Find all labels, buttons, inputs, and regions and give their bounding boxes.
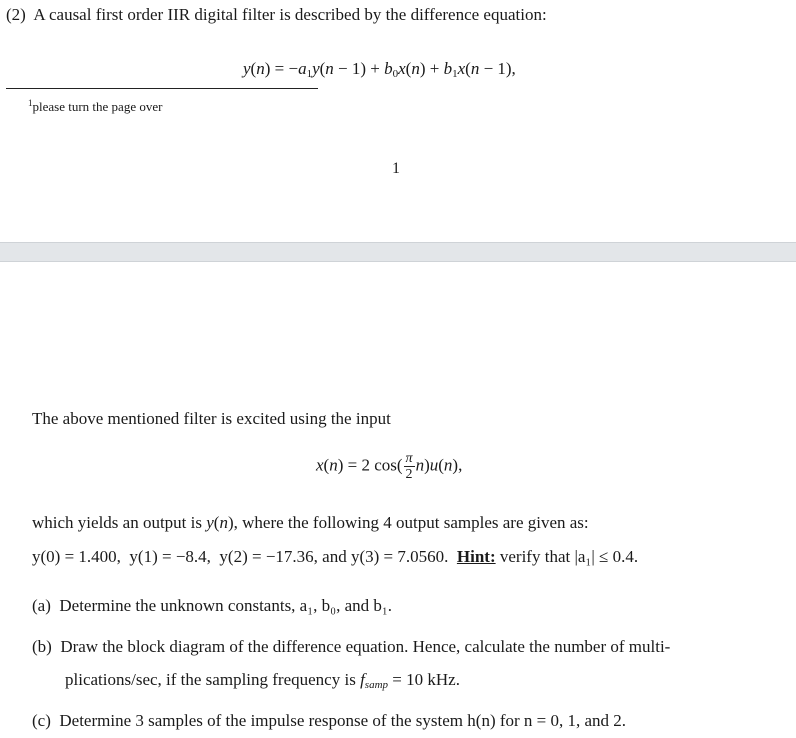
page-separator [0, 242, 796, 262]
footnote [28, 92, 162, 118]
sample-y1: y(1) = −8.4, [129, 547, 211, 566]
intro-text: The above mentioned filter is excited using the input [32, 409, 391, 428]
item-a-label: (a) [32, 596, 51, 615]
item-b-continued: plications/sec, if the sampling frequency is fsamp = 10 kHz. [65, 670, 460, 691]
output-text-post: , where the following 4 output samples are given as: [233, 513, 589, 532]
item-b-text-1: Draw the block diagram of the difference equation. Hence, calculate the number of multi- [60, 637, 671, 656]
pi-over-2-fraction: $\frac{\pi}{2}$ [405, 451, 413, 482]
difference-equation: $y(n) = -a_1y(n - 1) + b_0x(n) + b_1x(n - 1)$, [243, 59, 516, 80]
sample-y0: y(0) = 1.400, [32, 547, 121, 566]
samples-and: and [322, 547, 347, 566]
question-text: A causal first order IIR digital filter is described by the difference equation: [33, 5, 547, 24]
item-c [32, 710, 626, 732]
hint-label: Hint: [456, 547, 496, 566]
output-samples [32, 546, 638, 568]
item-b-text-2: plications/sec, if the sampling frequency is [65, 670, 356, 689]
item-b [32, 636, 670, 658]
page-top [0, 0, 796, 242]
output-description: which yields an output is y(n), where the following 4 output samples are given as: [32, 513, 589, 532]
sample-y3: y(3) = 7.0560. [350, 547, 449, 566]
item-a-text: Determine the unknown constants, a₁, b₀, and b₁. [59, 596, 393, 615]
footnote-mark: 1 [28, 98, 33, 108]
item-a [32, 595, 392, 617]
question-line [6, 4, 547, 26]
output-text-pre: which yields an output is [32, 513, 207, 532]
page-number: 1 [392, 160, 400, 177]
footnote-text: please turn the page over [32, 99, 163, 114]
sample-y2: y(2) = −17.36, [219, 547, 318, 566]
item-b-label: (b) [32, 637, 52, 656]
question-label: (2) [6, 5, 26, 24]
input-equation: x(n) = 2 cos( $\frac{\pi}{2}$ n)u(n), [316, 451, 463, 482]
item-c-text: Determine 3 samples of the impulse response of the system h(n) for n = 0, 1, and 2. [59, 711, 627, 730]
item-c-label: (c) [32, 711, 51, 730]
hint-text: verify that |a₁| ≤ 0.4. [499, 547, 639, 566]
item-b-fsamp: = 10 kHz. [392, 670, 460, 689]
footnote-rule [6, 88, 318, 89]
page-bottom [0, 262, 796, 738]
